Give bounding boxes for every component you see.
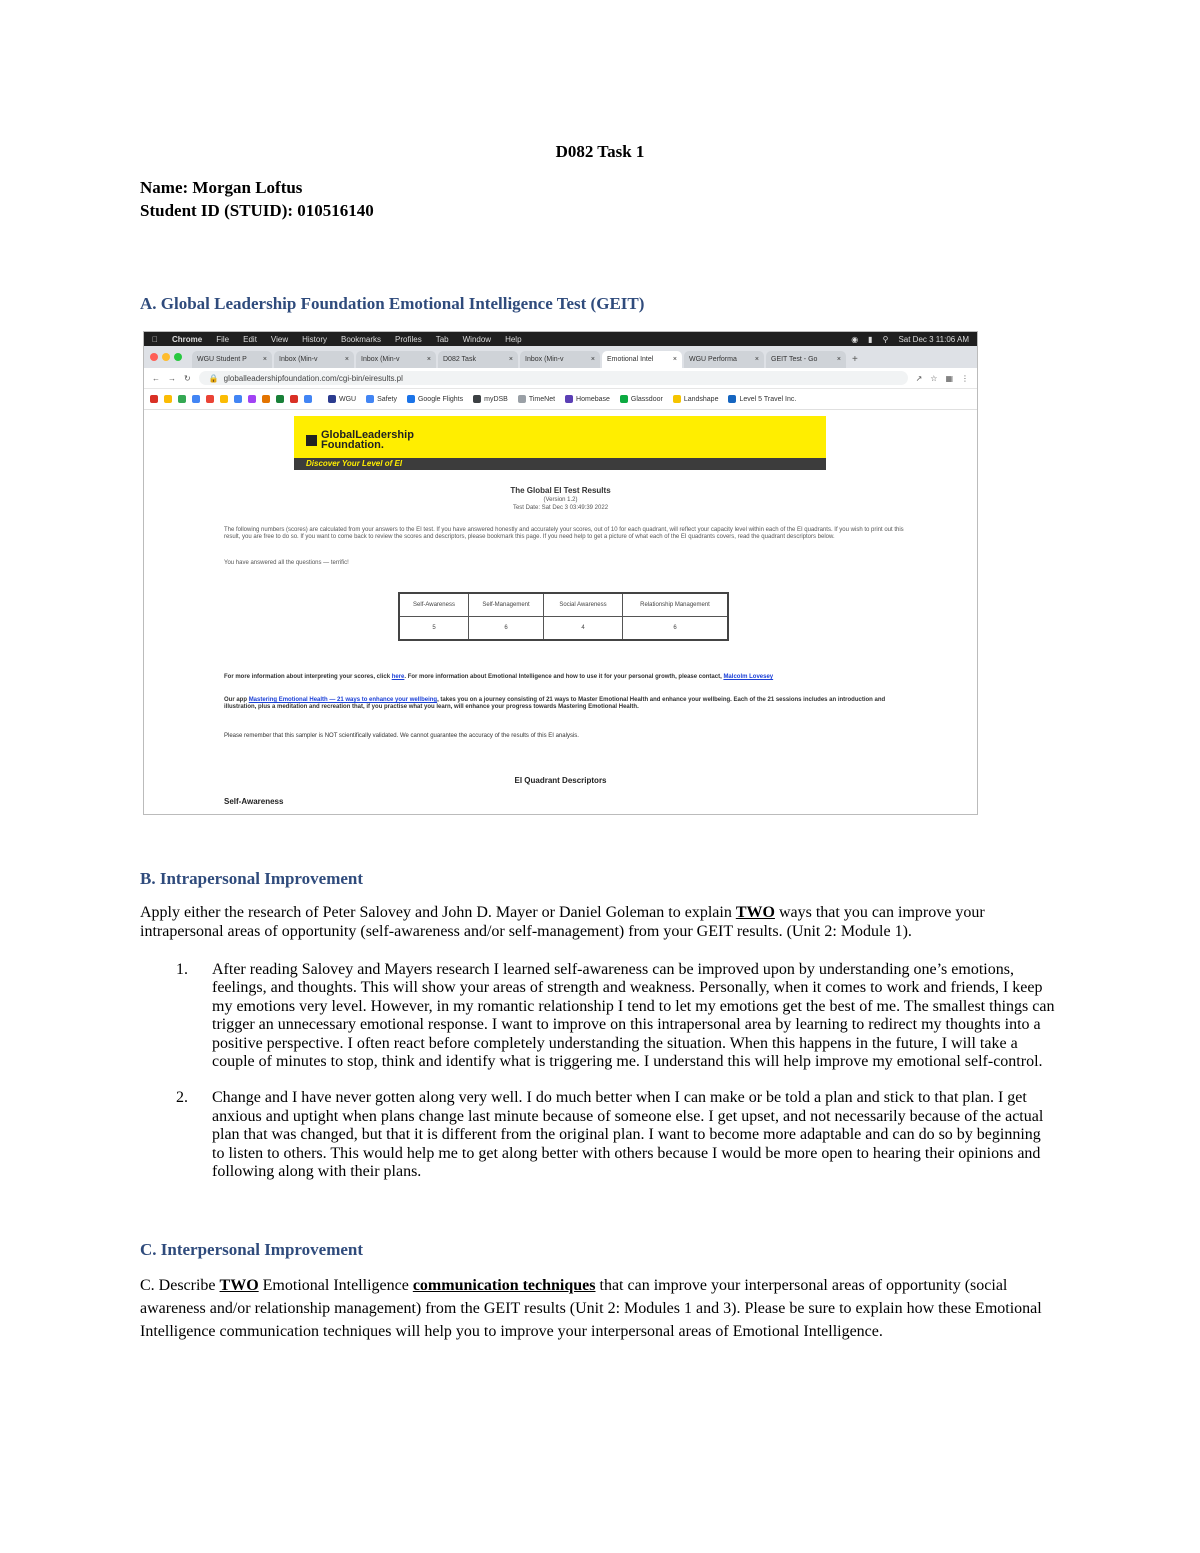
communication-techniques-emphasis: communication techniques xyxy=(412,1277,596,1294)
app-paragraph: Our app Mastering Emotional Health — 21 ways to enhance your wellbeing, takes you on a journey consisting of 21 ways to Master Emotional Health and enhance your wellbeing. Each of the 21 sessions includes an introduction and illustration, plus a meditation and recreation that, if you practise what you learn, will enhance your progress towards Mastering Emotional Health. xyxy=(224,697,886,710)
menu-item: Help xyxy=(499,334,516,344)
browser-tab-active: Emotional Intel × xyxy=(602,351,682,368)
results-intro: The following numbers (scores) are calculated from your answers to the EI test. If you have answered honestly and accurately your scores, out of 10 for each quadrant, will reflect your capacity level within each of the EI quadrants. If you wish to print out this result, you are free to do so. If you want to come back to review the scores and descriptors, please bookmark this page. If you need help to get a picture of what each of the EI quadrants covers, read the quadrant descriptors below. xyxy=(224,527,904,540)
reload-icon: ↻ xyxy=(184,373,191,383)
menu-item: Tab xyxy=(429,334,443,344)
section-b-prompt: Apply either the research of Peter Salovey and John D. Mayer or Daniel Goleman to explain TWO ways that you can improve your intrapersonal areas of opportunity (self-awareness and/or self-management) from your GEIT results. (Unit 2: Module 1). xyxy=(140,904,985,940)
bookmarks-bar xyxy=(144,389,977,410)
bookmark: TimeNet xyxy=(518,395,555,403)
bookmark-favicon-icon xyxy=(178,395,186,403)
maximize-window-icon xyxy=(174,353,182,361)
logo-mark-icon xyxy=(306,435,317,446)
app-link[interactable]: Mastering Emotional Health — 21 ways to enhance your wellbeing xyxy=(248,697,438,703)
forward-icon: → xyxy=(168,373,176,383)
browser-tab: D082 Task × xyxy=(438,351,518,368)
bookmark: Glassdoor xyxy=(620,395,663,403)
two-emphasis: TWO xyxy=(735,904,775,921)
bookmark-favicon-icon xyxy=(276,395,284,403)
apple-icon xyxy=(152,335,158,344)
bookmark: Safety xyxy=(366,395,397,403)
close-icon: × xyxy=(754,356,759,363)
menubar-clock: Sat Dec 3 11:06 AM xyxy=(898,334,969,344)
bookmark-favicon-icon xyxy=(220,395,228,403)
menu-item: Chrome xyxy=(166,334,197,344)
glf-banner xyxy=(294,416,826,470)
bookmark-favicon-icon xyxy=(248,395,256,403)
table-header: Social Awareness xyxy=(544,593,623,617)
browser-tab: WGU Performa × xyxy=(684,351,764,368)
menu-item: Profiles xyxy=(389,334,416,344)
bookmark-favicon-icon xyxy=(150,395,158,403)
student-name: Name: Morgan Loftus xyxy=(140,178,303,197)
results-title: The Global EI Test Results xyxy=(510,486,611,495)
browser-tab: WGU Student P × xyxy=(192,351,272,368)
ei-scores-table xyxy=(398,592,729,641)
bookmark: Landshape xyxy=(673,395,719,403)
window-controls xyxy=(150,346,182,368)
table-header: Self-Management xyxy=(469,593,544,617)
bookmark-icons xyxy=(150,395,318,403)
back-icon: ← xyxy=(152,373,160,383)
geit-results-screenshot xyxy=(143,331,978,815)
extensions-icon: ▦ xyxy=(945,373,953,383)
section-a-heading: A. Global Leadership Foundation Emotional Intelligence Test (GEIT) xyxy=(140,294,645,313)
contact-link[interactable]: Malcolm Lovesey xyxy=(723,674,774,680)
close-icon: × xyxy=(836,356,841,363)
table-header: Self-Awareness xyxy=(399,593,469,617)
student-id: Student ID (STUID): 010516140 xyxy=(140,201,374,220)
table-cell: 6 xyxy=(469,617,544,641)
close-icon: × xyxy=(672,356,677,363)
results-version: (Version 1.2) xyxy=(543,497,578,503)
wifi-icon: ◉ xyxy=(851,334,859,344)
section-c-heading: C. Interpersonal Improvement xyxy=(140,1240,364,1259)
minimize-window-icon xyxy=(162,353,170,361)
star-icon: ☆ xyxy=(930,373,938,383)
browser-tabstrip xyxy=(144,346,977,368)
two-emphasis: TWO xyxy=(219,1277,259,1294)
table-cell: 6 xyxy=(623,617,729,641)
menu-item: Edit xyxy=(237,334,251,344)
glf-logo: GlobalLeadership Foundation. xyxy=(306,430,414,450)
more-info-paragraph: For more information about interpreting your scores, click here. For more information about Emotional Intelligence and how to use it for your personal growth, please contact, Malcolm Lovesey xyxy=(224,674,774,680)
bookmark: Google Flights xyxy=(407,395,463,403)
bookmark-favicon-icon xyxy=(164,395,172,403)
mac-menubar xyxy=(144,332,977,346)
bookmark: WGU xyxy=(328,395,356,403)
close-icon: × xyxy=(508,356,513,363)
browser-tab: Inbox (Min-v × xyxy=(520,351,600,368)
section-b-heading: B. Intrapersonal Improvement xyxy=(140,869,364,888)
menu-icon: ⋮ xyxy=(961,373,969,383)
menu-item: Bookmarks xyxy=(335,334,376,344)
close-window-icon xyxy=(150,353,158,361)
menu-item: Window xyxy=(456,334,486,344)
browser-tab: Inbox (Min-v × xyxy=(356,351,436,368)
menu-item: View xyxy=(264,334,283,344)
bookmark-favicon-icon xyxy=(206,395,214,403)
answered-note: You have answered all the questions — terrific! xyxy=(224,560,349,566)
self-awareness-heading: Self-Awareness xyxy=(224,797,284,806)
browser-tab: GEIT Test - Go × xyxy=(766,351,846,368)
new-tab-icon: + xyxy=(852,354,858,365)
list-item: 2. Change and I have never gotten along very well. I do much better when I can make or be told a plan and stick to that plan. I get anxious and uptight when plans change last minute because of someone else. I get upset, and not necessarily because of the actual plan that was changed, but that it is different from the original plan. I want to become more adaptable and can do so by beginning to listen to others. This would help me to get along better with others because I would be more open to hearing their opinions and following along with their plans. xyxy=(176,1089,1044,1181)
table-header: Relationship Management xyxy=(623,593,729,617)
test-date: Test Date: Sat Dec 3 03:49:39 2022 xyxy=(512,505,609,511)
menu-item: File xyxy=(210,334,224,344)
banner-tagline: Discover Your Level of EI xyxy=(294,458,826,470)
menu-item: History xyxy=(296,334,322,344)
share-icon: ↗ xyxy=(915,373,923,383)
bookmark: Level 5 Travel Inc. xyxy=(728,395,796,403)
search-icon: ⚲ xyxy=(882,334,889,344)
section-c-prompt: C. Describe TWO Emotional Intelligence communication techniques that can improve your interpersonal areas of opportunity (social awareness and/or relationship management) from the GEIT results (Unit 2: Modules 1 and 3). Please be sure to explain how these Emotional Intelligence communication techniques will help you to improve your interpersonal areas of Emotional Intelligence. xyxy=(140,1277,1042,1340)
intrapersonal-answers xyxy=(140,961,1055,1199)
bookmark-favicon-icon xyxy=(304,395,312,403)
close-icon: × xyxy=(262,356,267,363)
document-title: D082 Task 1 xyxy=(555,142,645,161)
bookmark-favicon-icon xyxy=(290,395,298,403)
address-bar: 🔒 globalleadershipfoundation.com/cgi-bin/eiresults.pl xyxy=(199,371,908,385)
browser-toolbar xyxy=(144,368,977,389)
lock-icon: 🔒 xyxy=(208,373,219,383)
webpage-content xyxy=(144,410,977,794)
close-icon: × xyxy=(344,356,349,363)
quadrant-descriptors-title: EI Quadrant Descriptors xyxy=(514,776,607,785)
battery-icon: ▮ xyxy=(868,334,873,344)
close-icon: × xyxy=(426,356,431,363)
table-cell: 4 xyxy=(544,617,623,641)
table-cell: 5 xyxy=(399,617,469,641)
here-link[interactable]: here xyxy=(391,674,405,680)
bookmark: Homebase xyxy=(565,395,610,403)
disclaimer: Please remember that this sampler is NOT scientifically validated. We cannot guarantee the accuracy of the results of this EI analysis. xyxy=(224,733,579,739)
bookmark-favicon-icon xyxy=(192,395,200,403)
bookmark: myDSB xyxy=(473,395,508,403)
list-item: 1. After reading Salovey and Mayers research I learned self-awareness can be improved upon by understanding one’s emotions, feelings, and thoughts. This will show your areas of strength and weakness. Personally, when it comes to work and friends, I keep my emotions very level. However, in my romantic relationship I tend to let my emotions get the best of me. The smallest things can trigger an unnecessary emotional response. I want to improve on this intrapersonal area by learning to redirect my thoughts into a positive perspective. I often react before completely understanding the situation. When this happens in the future, I will take a couple of minutes to stop, think and identify what is triggering me. I understand this will help improve my emotional self-control. xyxy=(176,961,1055,1071)
bookmark-favicon-icon xyxy=(262,395,270,403)
bookmark-favicon-icon xyxy=(234,395,242,403)
close-icon: × xyxy=(590,356,595,363)
browser-tab: Inbox (Min-v × xyxy=(274,351,354,368)
